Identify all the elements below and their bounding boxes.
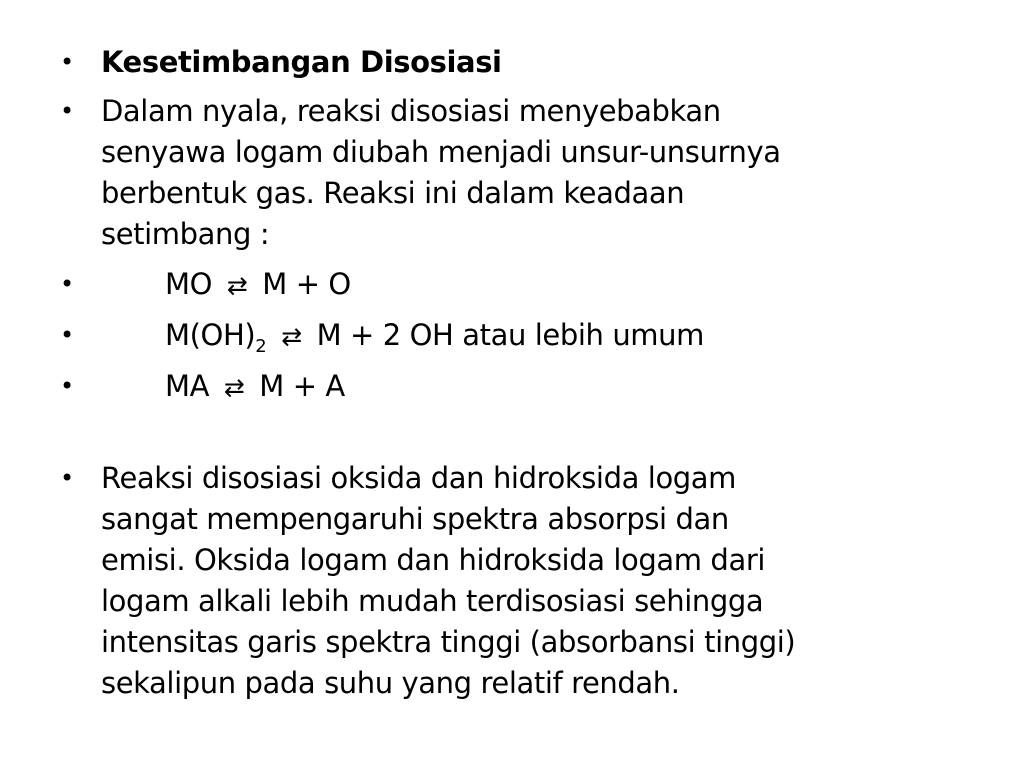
list-item-equation-ma [60,366,960,408]
slide-heading: Kesetimbangan Disosiasi [101,45,502,79]
equation-right: M + O [253,267,351,301]
list-item-equation-moh2 [60,315,960,357]
bullet-icon: • [60,464,74,492]
paragraph-line: senyawa logam diubah menjadi unsur-unsurnya [101,135,781,169]
equation-right: M + 2 OH atau lebih umum [307,318,704,352]
equilibrium-arrow-icon: ⇄ [226,271,248,300]
paragraph-line: emisi. Oksida logam dan hidroksida logam dari [101,543,765,577]
paragraph-line: setimbang : [101,217,270,251]
paragraph-line: logam alkali lebih mudah terdisosiasi sehingga [101,584,764,618]
list-item-title [60,42,960,82]
bullet-list [60,42,960,713]
bullet-icon: • [60,321,74,349]
bullet-icon: • [60,48,74,76]
bullet-icon: • [60,270,74,298]
conclusion-paragraph [101,458,960,704]
equation-mo [101,264,960,306]
paragraph-line: sekalipun pada suhu yang relatif rendah. [101,666,680,700]
list-item-conclusion [60,458,960,704]
list-item-intro [60,91,960,255]
list-item-equation-mo [60,264,960,306]
equation-left: MO [165,267,221,301]
paragraph-line: sangat mempengaruhi spektra absorpsi dan [101,502,729,536]
equilibrium-arrow-icon: ⇄ [223,373,245,402]
bullet-icon: • [60,372,74,400]
intro-paragraph [101,91,960,255]
equation-moh2 [101,315,960,357]
paragraph-line: Dalam nyala, reaksi disosiasi menyebabkan [101,94,721,128]
paragraph-line: Reaksi disosiasi oksida dan hidroksida logam [101,461,737,495]
bullet-icon: • [60,97,74,125]
paragraph-line: berbentuk gas. Reaksi ini dalam keadaan [101,176,685,210]
equation-left: MA [165,369,218,403]
equation-right: M + A [250,369,345,403]
equation-ma [101,366,960,408]
equilibrium-arrow-icon: ⇄ [281,322,302,351]
paragraph-line: intensitas garis spektra tinggi (absorbansi tinggi) [101,625,796,659]
equation-left: M(OH) [165,318,256,352]
equation-subscript: 2 [255,335,267,357]
